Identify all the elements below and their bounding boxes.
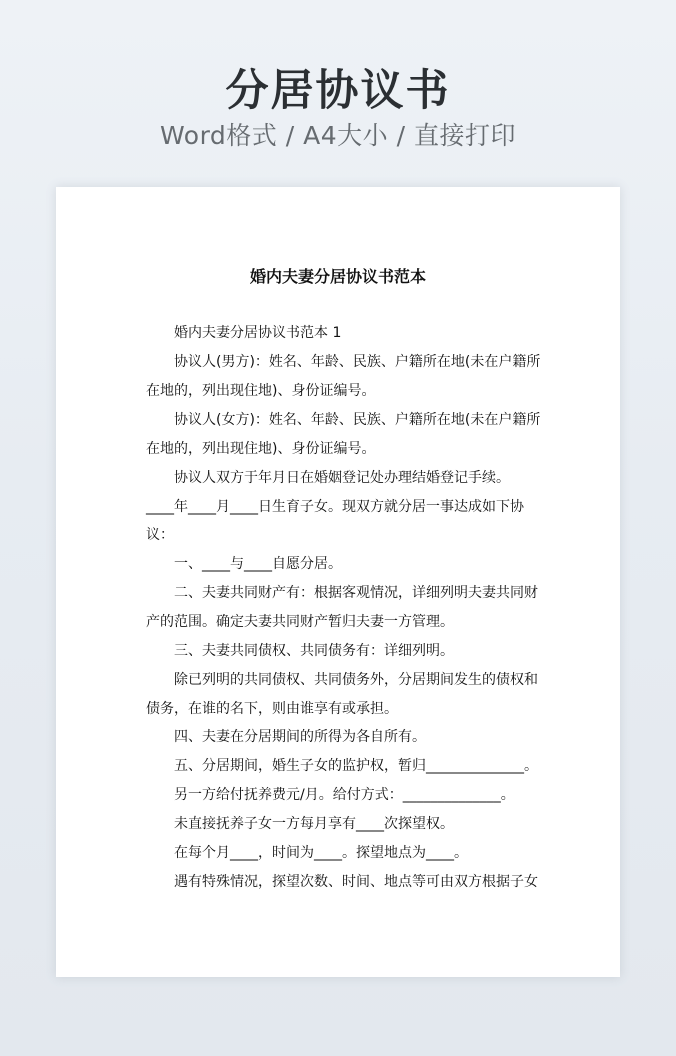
- document-line-15: 四、夫妻在分居期间的所得为各自所有。: [174, 729, 426, 745]
- document-line-7: ____年____月____日生育子女。现双方就分居一事达成如下协: [146, 499, 524, 515]
- document-line-17: 另一方给付抚养费元/月。给付方式：______________。: [174, 787, 515, 803]
- document-title: 婚内夫妻分居协议书范本: [249, 267, 426, 286]
- document-line-14: 债务，在谁的名下，则由谁享有或承担。: [146, 701, 398, 717]
- document-line-6: 协议人双方于年月日在婚姻登记处办理结婚登记手续。: [174, 470, 510, 486]
- document-preview-page: [56, 187, 620, 977]
- document-line-16: 五、分居期间，婚生子女的监护权，暂归______________。: [174, 758, 538, 774]
- document-line-3: 在地的，列出现住地)、身份证编号。: [146, 383, 376, 399]
- document-line-20: 遇有特殊情况，探望次数、时间、地点等可由双方根据子女: [174, 874, 538, 890]
- document-line-8: 议：: [146, 527, 174, 543]
- document-line-5: 在地的，列出现住地)、身份证编号。: [146, 441, 376, 457]
- document-line-18: 未直接抚养子女一方每月享有____次探望权。: [174, 816, 454, 832]
- document-line-11: 产的范围。确定夫妻共同财产暂归夫妻一方管理。: [146, 614, 454, 630]
- document-line-13: 除已列明的共同债权、共同债务外，分居期间发生的债权和: [174, 672, 538, 688]
- document-line-9: 一、____与____自愿分居。: [174, 556, 342, 572]
- document-line-19: 在每个月____，时间为____。探望地点为____。: [174, 845, 468, 861]
- poster-title: 分居协议书: [225, 66, 451, 116]
- document-line-12: 三、夫妻共同债权、共同债务有：详细列明。: [174, 643, 454, 659]
- poster-header: [0, 0, 676, 180]
- document-line-10: 二、夫妻共同财产有：根据客观情况，详细列明夫妻共同财: [174, 585, 538, 601]
- document-line-2: 协议人(男方)：姓名、年龄、民族、户籍所在地(未在户籍所: [174, 354, 541, 370]
- format-subtitle: Word格式 / A4大小 / 直接打印: [160, 121, 516, 150]
- document-line-4: 协议人(女方)：姓名、年龄、民族、户籍所在地(未在户籍所: [174, 412, 541, 428]
- document-line-1: 婚内夫妻分居协议书范本 1: [174, 325, 342, 341]
